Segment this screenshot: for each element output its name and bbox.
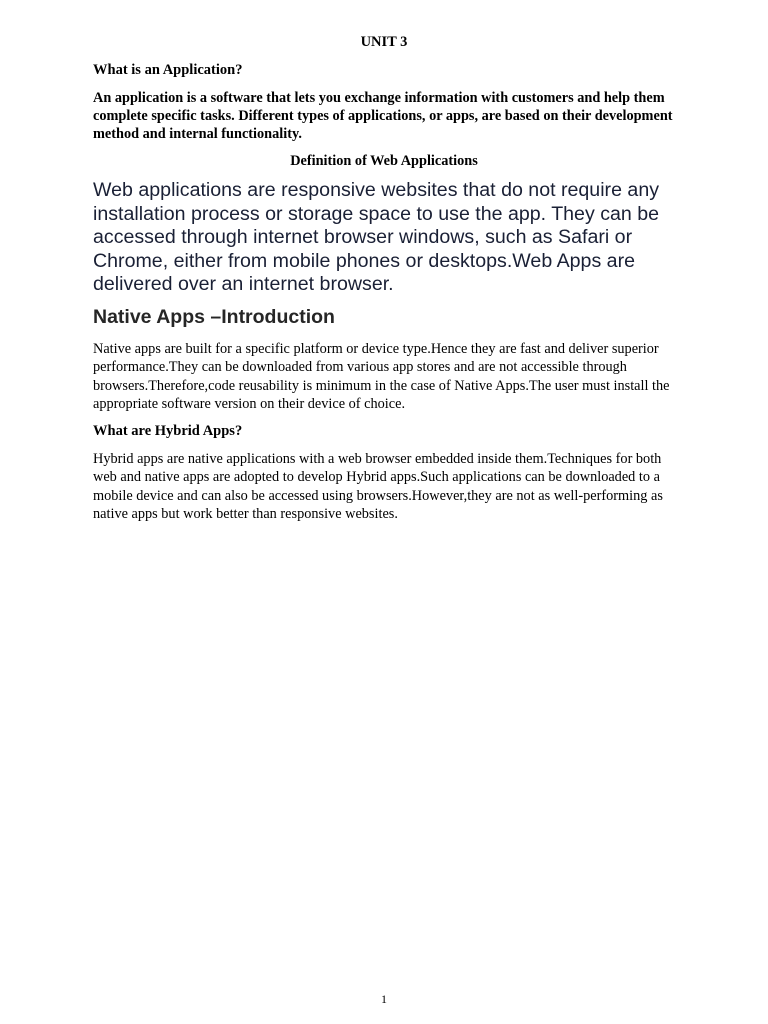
application-definition-paragraph: An application is a software that lets you exchange information with customers and help them complete specific tasks. Different types of applications, or apps, are based on their development method and internal functionality. [93,90,673,142]
application-question-heading: What is an Application? [93,62,243,78]
web-apps-paragraph: Web applications are responsive websites that do not require any installation process or storage space to use the app. They can be accessed through internet browser windows, such as Safari or Chrome, either from mobile phones or desktops.Web Apps are delivered over an internet browser. [93,179,660,295]
unit-title: UNIT 3 [360,34,408,50]
document-page [93,0,675,1024]
hybrid-apps-paragraph: Hybrid apps are native applications with a web browser embedded inside them.Techniques for both web and native apps are adopted to develop Hybrid apps.Such applications can be downloaded to a mobile device and can also be accessed using browsers.However,they are not as well-performing as native apps but work better than responsive websites. [93,451,663,522]
web-apps-definition-heading: Definition of Web Applications [290,153,478,169]
page-number: 1 [381,992,387,1006]
native-apps-paragraph: Native apps are built for a specific platform or device type.Hence they are fast and deliver superior performance.They can be downloaded from various app stores and are not accessible through browsers.Therefore,code reusability is minimum in the case of Native Apps.The user must install the appropriate software version on their device of choice. [93,341,670,412]
native-apps-heading: Native Apps –Introduction [93,306,335,328]
hybrid-apps-heading: What are Hybrid Apps? [93,423,243,439]
